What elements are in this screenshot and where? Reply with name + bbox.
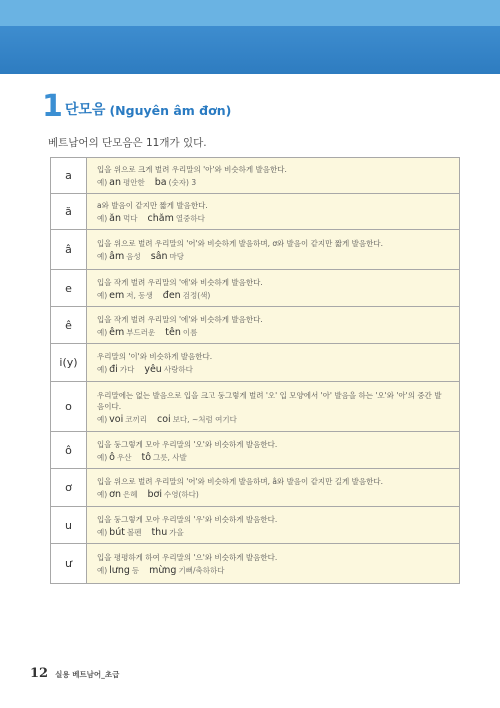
vowel-description: [87, 382, 460, 432]
example-gloss: 먹다: [123, 214, 138, 223]
example-gloss: 검정(색): [182, 290, 211, 300]
example-word: mừng: [149, 565, 177, 576]
header-band: [0, 0, 500, 74]
vowel-description: [87, 194, 460, 230]
example-line: [97, 251, 453, 263]
vowel-row: [51, 230, 460, 270]
example-word: an: [109, 177, 122, 188]
example-word: âm: [109, 251, 125, 262]
book-title: 실용 베트남어_초급: [55, 670, 120, 679]
description-line: 입을 위으로 벌려 우리말의 '어'와 비슷하게 발음하며, â와 발음이 같지만 길게 발음한다.: [97, 477, 384, 486]
example-label: 예): [97, 490, 108, 499]
description-line: 입을 작게 벌려 우리말의 '애'와 비슷하게 발음한다.: [97, 277, 263, 287]
example-word: êm: [109, 326, 125, 338]
vowel-description: [87, 270, 460, 307]
description-line: 우리말에는 없는 발음으로 입을 크고 둥그렇게 벌려 '오' 입 모양에서 '아' 발음을 하는 '오'와 '아'의 중간 발: [97, 390, 442, 400]
description-line: 입을 둥그렇게 모아 우리말의 '우'와 비슷하게 발음한다.: [97, 514, 278, 524]
vowel-description: [87, 507, 460, 544]
example-word: chăm: [147, 213, 174, 224]
example-word: ăn: [109, 213, 122, 224]
example-gloss: 음성: [126, 252, 141, 261]
example-word: yêu: [144, 364, 162, 375]
example-word: ô: [109, 451, 115, 463]
example-label: 예): [97, 452, 108, 462]
intro-text: 베트남어의 단모음은 11개가 있다.: [48, 137, 207, 149]
vowel-description: [87, 432, 460, 469]
vowel-row: [51, 507, 460, 544]
example-word: lưng: [109, 565, 130, 576]
vowel-row: [51, 194, 460, 230]
example-gloss: 이름: [182, 327, 198, 337]
example-label: 예): [97, 327, 108, 337]
example-label: 예): [97, 566, 108, 575]
description-line: 입을 작게 벌려 우리말의 '에'와 비슷하게 발음한다.: [97, 314, 263, 324]
example-line: [97, 527, 453, 539]
example-gloss: 가을: [169, 527, 184, 537]
example-gloss: 등: [131, 566, 140, 575]
example-word: sân: [150, 251, 168, 262]
vowel-row: [51, 270, 460, 307]
example-word: tô: [141, 451, 152, 463]
example-gloss: 우산: [116, 452, 132, 462]
example-word: voi: [109, 413, 124, 425]
example-word: bút: [109, 526, 125, 538]
example-gloss: 수영(하다): [164, 490, 199, 499]
example-gloss: 열중하다: [175, 214, 205, 223]
example-gloss: 저, 동생: [126, 290, 153, 300]
vowel-letter: u: [51, 507, 87, 544]
example-word: đen: [162, 289, 181, 301]
section-heading: [42, 89, 232, 124]
vowel-description: [87, 469, 460, 507]
vowel-letter: a: [51, 158, 87, 194]
vowel-row: [51, 344, 460, 382]
example-word: coi: [157, 413, 171, 425]
vowel-letter: o: [51, 382, 87, 432]
vowel-table: [50, 157, 460, 584]
example-gloss: 보다, ~처럼 여기다: [172, 414, 237, 424]
description-line: 우리말의 '이'와 비슷하게 발음한다.: [97, 352, 213, 361]
example-word: tên: [165, 326, 181, 338]
vowel-letter: ư: [51, 544, 87, 584]
vowel-description: [87, 158, 460, 194]
vowel-letter: e: [51, 270, 87, 307]
example-word: ơn: [109, 489, 122, 500]
description-line: 입을 위으로 벌려 우리말의 '어'와 비슷하게 발음하며, ơ와 발음이 같지만 짧게 발음한다.: [97, 239, 384, 248]
example-line: [97, 414, 453, 426]
vowel-row: [51, 382, 460, 432]
example-line: [97, 565, 453, 577]
example-line: [97, 213, 453, 225]
section-number: 1: [42, 89, 62, 124]
description-line: 입을 둥그렇게 모아 우리말의 '오'와 비슷하게 발음한다.: [97, 439, 278, 449]
description-line: 입을 위으로 크게 벌려 우리말의 '아'와 비슷하게 발음한다.: [97, 165, 287, 174]
vowel-description: [87, 230, 460, 270]
example-label: 예): [97, 178, 108, 187]
vowel-row: [51, 307, 460, 344]
vowel-letter: ô: [51, 432, 87, 469]
description-line: 음이다.: [97, 401, 122, 411]
example-gloss: (숫자) 3: [168, 178, 197, 187]
example-gloss: 평안한: [123, 178, 145, 187]
vowel-letter: ă: [51, 194, 87, 230]
example-gloss: 볼펜: [126, 527, 142, 537]
example-word: đi: [109, 364, 118, 375]
vowel-row: [51, 544, 460, 584]
example-label: 예): [97, 527, 108, 537]
example-label: 예): [97, 252, 108, 261]
vowel-letter: i(y): [51, 344, 87, 382]
description-line: a와 발음이 같지만 짧게 발음한다.: [97, 201, 208, 210]
section-title: 단모음: [64, 102, 106, 118]
example-label: 예): [97, 414, 108, 424]
example-gloss: 마당: [169, 252, 185, 261]
vowel-description: [87, 307, 460, 344]
example-line: [97, 489, 453, 501]
vowel-letter: ơ: [51, 469, 87, 507]
vowel-row: [51, 432, 460, 469]
page-number: 12: [30, 666, 49, 681]
description-line: 입을 평평하게 하여 우리말의 '으'와 비슷하게 발음한다.: [97, 553, 278, 562]
example-gloss: 그릇, 사발: [153, 452, 187, 462]
example-word: ba: [154, 177, 167, 188]
example-label: 예): [97, 214, 108, 223]
example-word: bơi: [147, 489, 162, 500]
example-word: thu: [151, 526, 168, 538]
header-band-highlight: [0, 0, 500, 26]
vowel-letter: ê: [51, 307, 87, 344]
example-gloss: 가다: [119, 365, 135, 374]
page-footer: [30, 666, 119, 681]
example-gloss: 사랑하다: [163, 365, 193, 374]
example-word: em: [109, 289, 125, 301]
example-line: [97, 452, 453, 464]
example-gloss: 부드러운: [126, 327, 156, 337]
example-line: [97, 177, 453, 189]
example-gloss: 기뻐/축하하다: [178, 566, 225, 575]
example-line: [97, 327, 453, 339]
example-gloss: 코끼리: [125, 414, 147, 424]
section-subtitle: (Nguyên âm đơn): [109, 103, 232, 118]
vowel-letter: â: [51, 230, 87, 270]
vowel-description: [87, 344, 460, 382]
vowel-description: [87, 544, 460, 584]
example-line: [97, 364, 453, 376]
vowel-row: [51, 158, 460, 194]
example-label: 예): [97, 290, 108, 300]
example-label: 예): [97, 365, 108, 374]
vowel-row: [51, 469, 460, 507]
example-line: [97, 290, 453, 302]
example-gloss: 은혜: [123, 490, 138, 499]
